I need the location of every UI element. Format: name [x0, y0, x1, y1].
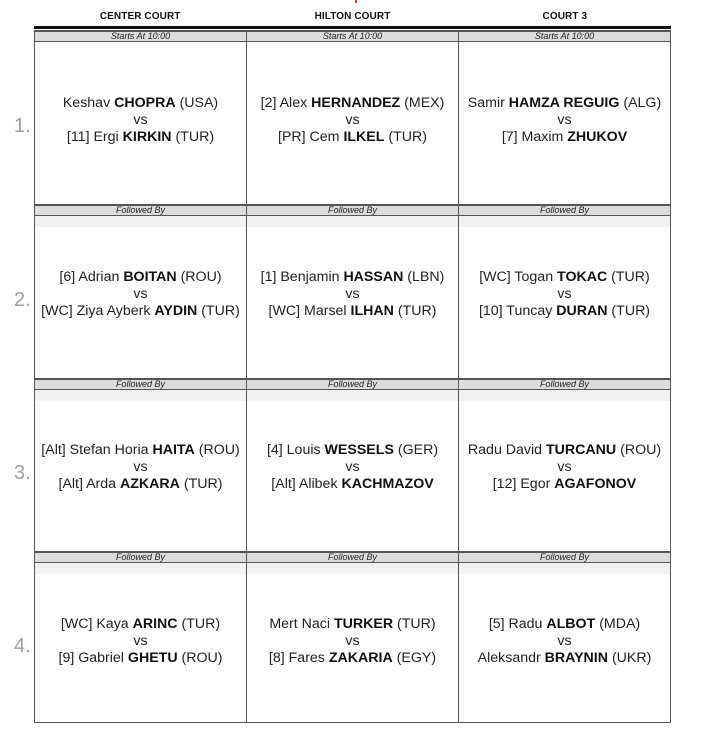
match-cell[interactable]	[247, 390, 459, 551]
player-2: [Alt] Arda AZKARA (TUR)	[58, 476, 223, 492]
header-divider	[34, 26, 671, 29]
versus-label: vs	[133, 633, 148, 649]
player-1: Samir HAMZA REGUIG (ALG)	[467, 95, 662, 111]
court-headers	[34, 11, 671, 26]
player-1: [6] Adrian BOITAN (ROU)	[59, 269, 222, 285]
match-header-band	[459, 563, 670, 574]
versus-label: vs	[133, 112, 148, 128]
player-1: [WC] Togan TOKAC (TUR)	[479, 269, 650, 285]
round-1-info-row	[34, 30, 671, 42]
followed-by-court3: Followed By	[459, 551, 671, 563]
round-number-2: 2.	[14, 289, 31, 311]
versus-label: vs	[345, 633, 360, 649]
match-text	[459, 442, 670, 493]
court-header-hilton: HILTON COURT	[314, 11, 391, 22]
player-2: [10] Tuncay DURAN (TUR)	[478, 303, 651, 319]
match-cell[interactable]	[459, 390, 671, 551]
start-time-center: Starts At 10:00	[34, 30, 247, 42]
player-1: [2] Alex HERNANDEZ (MEX)	[260, 95, 445, 111]
versus-label: vs	[133, 459, 148, 475]
player-2: [12] Egor AGAFONOV	[492, 476, 637, 492]
versus-label: vs	[345, 112, 360, 128]
red-tick-mark	[355, 0, 357, 3]
match-cell[interactable]	[247, 563, 459, 722]
bottom-divider	[34, 722, 671, 723]
round-4-matches	[34, 563, 671, 722]
match-cell[interactable]	[34, 563, 247, 722]
player-2: [Alt] Alibek KACHMAZOV	[271, 476, 434, 492]
followed-by-hilton: Followed By	[247, 378, 459, 390]
match-header-band	[247, 216, 458, 227]
match-text	[247, 269, 458, 320]
court-header-court3: COURT 3	[542, 11, 588, 22]
match-header-band	[35, 216, 246, 227]
match-cell[interactable]	[34, 216, 247, 378]
match-cell[interactable]	[459, 216, 671, 378]
match-text	[35, 616, 246, 667]
followed-by-court3: Followed By	[459, 378, 671, 390]
versus-label: vs	[133, 286, 148, 302]
versus-label: vs	[557, 459, 572, 475]
versus-label: vs	[557, 286, 572, 302]
round-number-1: 1.	[14, 115, 31, 137]
match-cell[interactable]	[459, 42, 671, 204]
round-number-3: 3.	[14, 462, 31, 484]
player-1: [Alt] Stefan Horia HAITA (ROU)	[41, 442, 240, 458]
round-2-matches	[34, 216, 671, 378]
player-1: Mert Naci TURKER (TUR)	[269, 616, 436, 632]
player-2: [8] Fares ZAKARIA (EGY)	[268, 650, 437, 666]
start-time-court3: Starts At 10:00	[459, 30, 671, 42]
player-2: Aleksandr BRAYNIN (UKR)	[477, 650, 652, 666]
versus-label: vs	[345, 459, 360, 475]
match-cell[interactable]	[247, 216, 459, 378]
match-text	[459, 95, 670, 146]
followed-by-center: Followed By	[34, 551, 247, 563]
match-header-band	[35, 390, 246, 401]
match-cell[interactable]	[459, 563, 671, 722]
match-text	[247, 442, 458, 493]
match-cell[interactable]	[34, 390, 247, 551]
match-cell[interactable]	[247, 42, 459, 204]
player-1: [5] Radu ALBOT (MDA)	[488, 616, 641, 632]
match-header-band	[247, 390, 458, 401]
match-header-band	[459, 216, 670, 227]
round-1-matches	[34, 42, 671, 204]
round-3-info-row	[34, 378, 671, 390]
match-text	[35, 442, 246, 493]
followed-by-center: Followed By	[34, 204, 247, 216]
versus-label: vs	[557, 112, 572, 128]
round-number-4: 4.	[14, 635, 31, 657]
match-text	[35, 95, 246, 146]
match-text	[247, 616, 458, 667]
followed-by-hilton: Followed By	[247, 204, 459, 216]
match-header-band	[247, 563, 458, 574]
player-2: [7] Maxim ZHUKOV	[501, 129, 628, 145]
round-2-info-row	[34, 204, 671, 216]
followed-by-center: Followed By	[34, 378, 247, 390]
match-header-band	[35, 563, 246, 574]
match-text	[459, 269, 670, 320]
round-4-info-row	[34, 551, 671, 563]
player-2: [9] Gabriel GHETU (ROU)	[58, 650, 223, 666]
player-2: [PR] Cem ILKEL (TUR)	[278, 129, 427, 145]
player-2: [WC] Ziya Ayberk AYDIN (TUR)	[41, 303, 240, 319]
versus-label: vs	[557, 633, 572, 649]
followed-by-hilton: Followed By	[247, 551, 459, 563]
followed-by-court3: Followed By	[459, 204, 671, 216]
match-text	[35, 269, 246, 320]
start-time-hilton: Starts At 10:00	[247, 30, 459, 42]
player-1: [4] Louis WESSELS (GER)	[266, 442, 439, 458]
round-3-matches	[34, 390, 671, 551]
match-text	[247, 95, 458, 146]
match-header-band	[459, 390, 670, 401]
versus-label: vs	[345, 286, 360, 302]
player-1: Keshav CHOPRA (USA)	[62, 95, 219, 111]
player-1: Radu David TURCANU (ROU)	[467, 442, 662, 458]
player-2: [WC] Marsel ILHAN (TUR)	[268, 303, 437, 319]
match-cell[interactable]	[34, 42, 247, 204]
player-2: [11] Ergi KIRKIN (TUR)	[66, 129, 215, 145]
match-text	[459, 616, 670, 667]
court-header-center: CENTER COURT	[99, 11, 181, 22]
player-1: [1] Benjamin HASSAN (LBN)	[260, 269, 445, 285]
player-1: [WC] Kaya ARINC (TUR)	[60, 616, 221, 632]
